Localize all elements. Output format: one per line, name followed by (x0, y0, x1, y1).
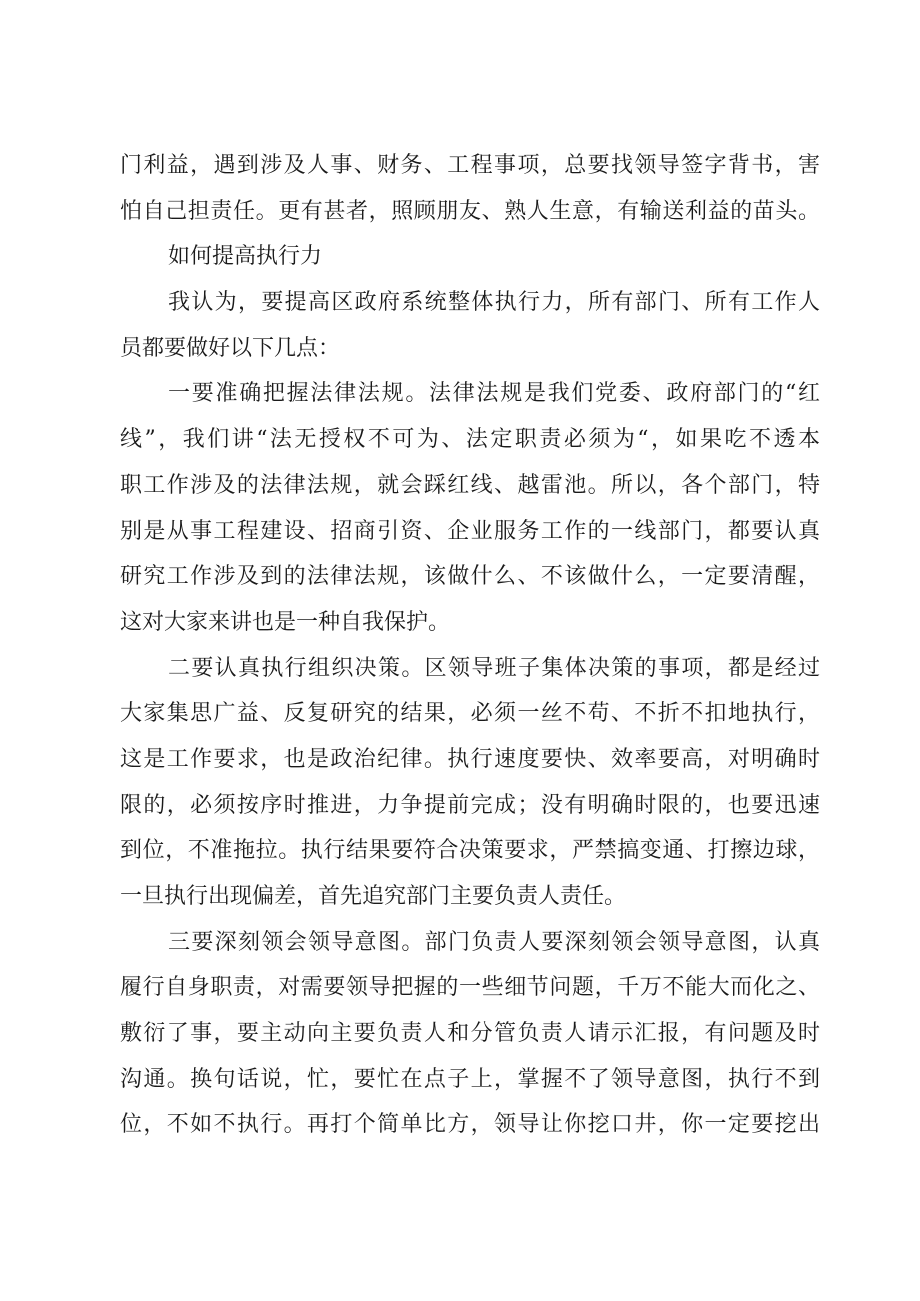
text-line: 怕自己担责任。更有甚者，照顾朋友、熟人生意，有输送利益的苗头。 (120, 198, 820, 224)
text-line: 沟通。换句话说，忙，要忙在点子上，掌握不了领导意图，执行不到 (120, 1066, 820, 1092)
text-line: 敷衍了事，要主动向主要负责人和分管负责人请示汇报，有问题及时 (120, 1021, 820, 1047)
text-line: 大家集思广益、反复研究的结果，必须一丝不苟、不折不扣地执行， (120, 701, 820, 727)
document-body (120, 143, 820, 1148)
text-line: 研究工作涉及到的法律法规，该做什么、不该做什么，一定要清醒， (120, 564, 820, 590)
text-line: 一要准确把握法律法规。法律法规是我们党委、政府部门的“红 (168, 381, 820, 407)
text-line: 员都要做好以下几点： (120, 335, 341, 361)
text-line: 到位，不准拖拉。执行结果要符合决策要求，严禁搞变通、打擦边球， (120, 838, 820, 864)
text-line: 一旦执行出现偏差，首先追究部门主要负责人责任。 (120, 884, 627, 909)
text-line: 这是工作要求，也是政治纪律。执行速度要快、效率要高，对明确时 (120, 746, 820, 772)
text-line: 线”，我们讲“法无授权不可为、法定职责必须为“，如果吃不透本 (120, 427, 820, 453)
text-line: 限的，必须按序时推进，力争提前完成；没有明确时限的，也要迅速 (120, 792, 820, 818)
text-line: 三要深刻领会领导意图。部门负责人要深刻领会领导意图，认真 (168, 929, 820, 955)
text-line: 别是从事工程建设、招商引资、企业服务工作的一线部门，都要认真 (120, 518, 820, 544)
text-line: 二要认真执行组织决策。区领导班子集体决策的事项，都是经过 (168, 655, 820, 681)
text-line: 门利益，遇到涉及人事、财务、工程事项，总要找领导签字背书，害 (120, 153, 820, 178)
text-line: 我认为，要提高区政府系统整体执行力，所有部门、所有工作人 (168, 290, 820, 316)
text-line: 如何提高执行力 (168, 244, 323, 270)
text-line: 这对大家来讲也是一种自我保护。 (120, 609, 451, 635)
text-line: 职工作涉及的法律法规，就会踩红线、越雷池。所以，各个部门，特 (120, 472, 820, 498)
text-line: 履行自身职责，对需要领导把握的一些细节问题，千万不能大而化之、 (120, 975, 820, 1001)
text-line: 位，不如不执行。再打个简单比方，领导让你挖口井，你一定要挖出 (120, 1112, 820, 1138)
